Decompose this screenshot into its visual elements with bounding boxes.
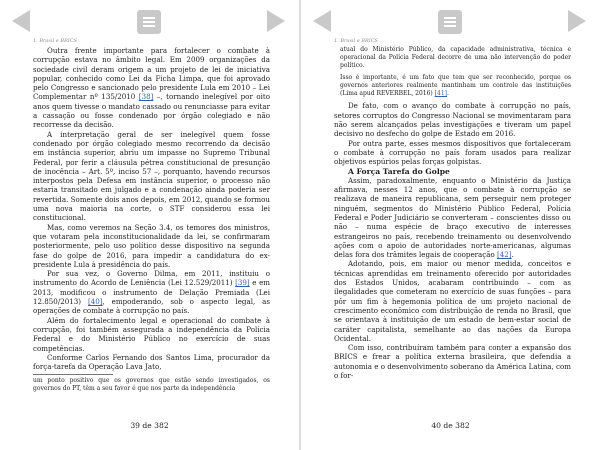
menu-button[interactable]	[137, 10, 161, 34]
paragraph: De fato, com o avanço do combate à corrupção no país, setores corruptos do Congresso Nacional se movimentaram para não serem alcançados pelas investigações e tiveram um papel decisivo no desfecho do golpe de Estado em 2016.	[334, 101, 571, 139]
right-page-body	[334, 46, 571, 380]
next-page-button[interactable]	[568, 10, 590, 34]
page-number: 40 de 382	[431, 421, 470, 430]
page-number: 39 de 382	[130, 421, 169, 430]
next-page-icon	[568, 10, 586, 32]
menu-button[interactable]	[438, 10, 462, 34]
prev-page-button[interactable]	[313, 10, 335, 34]
prev-page-icon	[12, 10, 30, 32]
footnote-divider	[33, 374, 113, 375]
footnote-link[interactable]: [41]	[434, 89, 448, 97]
right-page	[301, 0, 600, 450]
paragraph: Além do fortalecimento legal e operacional do combate à corrupção, foi também assegurada a independência da Polícia Federal e do Ministério Público no exercício de suas competências.	[33, 315, 270, 353]
prev-page-icon	[313, 10, 331, 32]
paragraph: Outra frente importante para fortalecer o combate à corrupção estava no âmbito legal. Em 2009 organizações da sociedade civil deram origem a um projeto de lei de iniciativa popular, conhecido como Lei da Ficha Limpa, que foi aprovado pelo Congresso e sancionado pelo presidente Lula em 2010 – Lei Complementar nº 135/2010 [38] –, tornando inelegível por oito anos quem tivesse o mandato cassado ou renunciasse para evitar a cassação ou fosse condenado por órgão colegiado e não recorresse da decisão.	[33, 46, 270, 130]
footnote-link[interactable]: [39]	[235, 278, 250, 288]
paragraph: Adotando, pois, em maior ou menor medida, conceitos e técnicas aprendidas em treinamento oferecido por autoridades dos Estados Unidos, acabaram contribuindo – com as ilegalidades que cometeram no exercício de suas funções – para pôr um fim à hegemonia política de um projeto nacional de crescimento econômico com distribuição de renda no Brasil, que se orientava à instituição de um estado de bem-estar social de caráter capitalista, semelhante ao das nações da Europa Ocidental.	[334, 259, 571, 343]
footnote-link[interactable]: [42]	[497, 250, 512, 260]
paragraph: Com isso, contribuíram também para conter a expansão dos BRICS e frear a política externa brasileira, que defendia a autonomia e o desenvolvimento soberano da América Latina, com o for-	[334, 343, 571, 381]
left-page	[0, 0, 299, 450]
block-quote: atual do Ministério Público, da capacidade administrativa, técnica e operacional da Polícia Federal decorre de uma não intervenção do poder político.	[340, 46, 571, 69]
left-page-body	[33, 46, 270, 393]
section-heading: A Força Tarefa do Golpe	[348, 166, 450, 176]
paragraph: Assim, paradoxalmente, enquanto o Ministério da Justiça afirmava, nesses 12 anos, que o combate à corrupção se realizava de maneira republicana, sem perseguir nem proteger ninguém, segmentos do Ministério Público Federal, Polícia Federal e Poder Judiciário se converteram – conscientes disso ou não – numa espécie de braço executivo de interesses estrangeiros no país, recebendo treinamento ou desenvolvendo ações com o apoio de autoridades norte-americanas, algumas delas fora dos trâmites legais de cooperação [42].	[334, 175, 571, 260]
paragraph: Por sua vez, o Governo Dilma, em 2011, instituiu o instrumento do Acordo de Leniência (Lei 12.529/2011) [39] e em 2013, modificou o instrumento de Delação Premiada (Lei 12.850/2013) [40], empoderando, sob o aspecto legal, as operações de combate à corrupção no país.	[33, 269, 270, 316]
paragraph: Mas, como veremos na Seção 3.4, os temores dos ministros, que votaram pela inconstitucionalidade da lei, se confirmaram posteriormente, pelo uso político desse dispositivo na segunda fase do golpe de 2016, para impedir a candidatura do ex-presidente Lula à presidência do país.	[33, 222, 270, 269]
running-head: 1. Brasil e BRICS	[334, 38, 378, 44]
block-quote: Isso é importante, é um fato que tem que ser reconhecido, porque os governos anteriores realmente mantinham um controle das instituições (Lima apud REVERBEL, 2016) [41].	[340, 73, 571, 97]
footnote-link[interactable]: [40]	[87, 297, 103, 307]
menu-icon	[444, 17, 456, 19]
footnote-link[interactable]: [38]	[138, 92, 154, 102]
running-head: 1. Brasil e BRICS	[33, 38, 77, 44]
prev-page-button[interactable]	[12, 10, 34, 34]
next-page-button[interactable]	[267, 10, 289, 34]
menu-icon	[143, 17, 155, 19]
next-page-icon	[267, 10, 285, 32]
paragraph: Por outra parte, esses mesmos dispositivos que fortaleceram o combate à corrupção no país foram usados para realizar objetivos espúrios pelas forças golpistas.	[334, 138, 571, 167]
block-quote: um ponto positivo que os governos que estão sendo investigados, os governos do PT, têm a seu favor é que nos parte da independência	[33, 377, 270, 393]
paragraph: A interpretação geral de ser inelegível quem fosse condenado por órgão colegiado mesmo recorrendo da decisão em instância superior, abriu um impasse no Supremo Tribunal Federal, por ferir a cláusula pétrea constitucional de presunção de inocência – Art. 5º, inciso 57 –, porquanto, havendo recursos interpostos pela Defesa em instância superior, o processo não estaria transitado em julgado e a condenação ainda poderia ser revertida. Somente dois anos depois, em 2012, quando se formou uma nova maioria na corte, o STF considerou essa lei constitucional.	[33, 129, 270, 223]
paragraph: Conforme Carlos Fernando dos Santos Lima, procurador da força-tarefa da Operação Lava Jato,	[33, 352, 270, 372]
